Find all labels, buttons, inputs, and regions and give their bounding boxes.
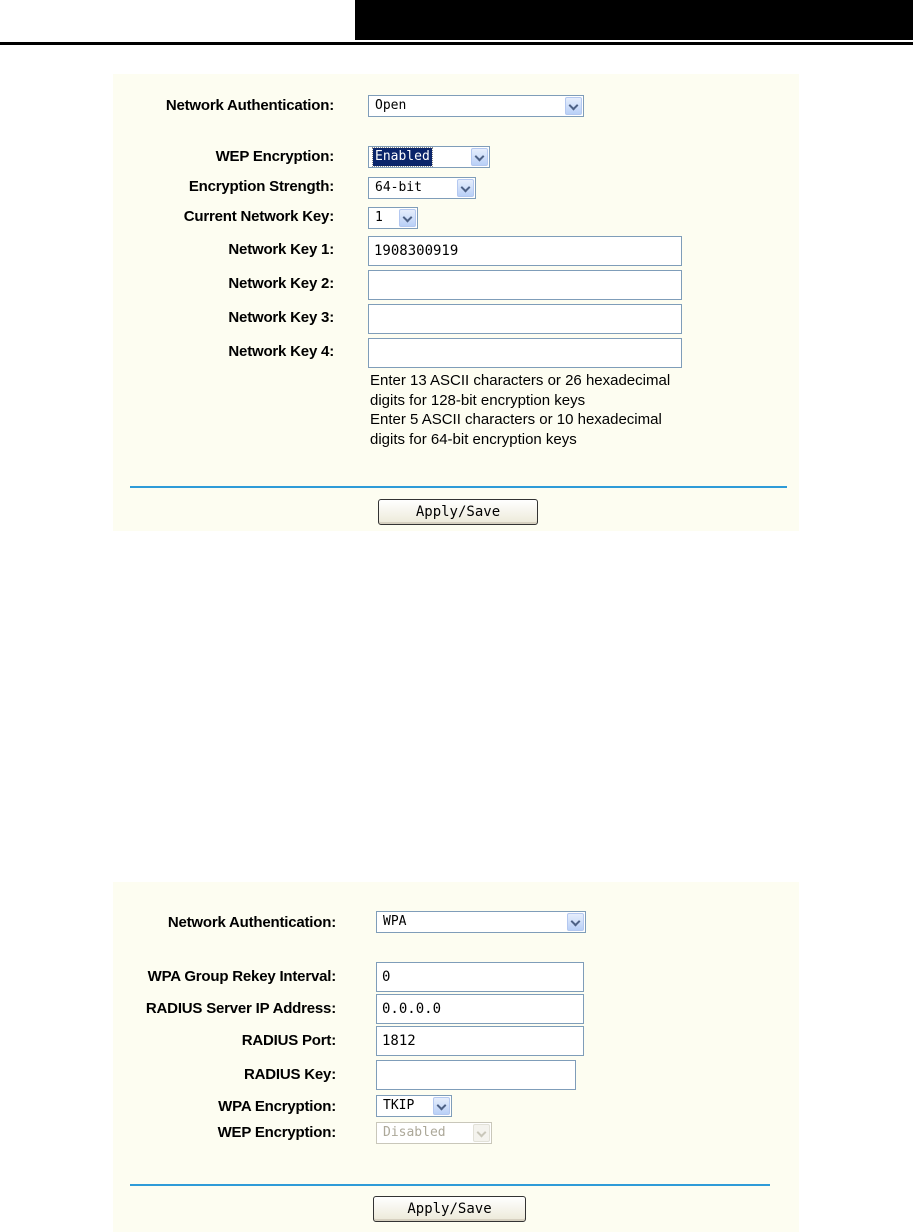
network-key-1-label: Network Key 1: [228, 241, 334, 258]
hint-line: digits for 64-bit encryption keys [370, 430, 577, 448]
network-key-2-input[interactable] [368, 270, 682, 300]
chevron-down-icon [473, 1124, 490, 1142]
chevron-down-icon[interactable] [567, 913, 584, 931]
network-authentication-select[interactable] [376, 911, 586, 933]
current-network-key-select[interactable] [368, 207, 418, 229]
radius-server-ip-input[interactable]: 0.0.0.0 [376, 994, 584, 1024]
hint-line: digits for 128-bit encryption keys [370, 391, 586, 409]
network-key-3-input[interactable] [368, 304, 682, 334]
header-bar [355, 0, 913, 40]
radius-port-input[interactable]: 1812 [376, 1026, 584, 1056]
apply-save-button[interactable]: Apply/Save [373, 1196, 526, 1222]
current-network-key-label: Current Network Key: [183, 208, 334, 225]
network-authentication-value: WPA [383, 914, 407, 929]
encryption-strength-label: Encryption Strength: [188, 178, 334, 195]
network-authentication-value: Open [375, 98, 407, 113]
network-key-2-label: Network Key 2: [228, 275, 334, 292]
section-divider [130, 486, 787, 488]
wep-encryption-select[interactable] [368, 146, 490, 168]
wpa-settings-panel [113, 882, 799, 1232]
network-key-3-label: Network Key 3: [228, 309, 334, 326]
wpa-encryption-value: TKIP [383, 1098, 415, 1113]
wep-settings-panel [113, 74, 799, 531]
wep-encryption-value: Disabled [383, 1125, 446, 1140]
wpa-encryption-select[interactable] [376, 1095, 452, 1117]
radius-port-label: RADIUS Port: [241, 1032, 336, 1049]
chevron-down-icon[interactable] [433, 1097, 450, 1115]
wpa-encryption-label: WPA Encryption: [218, 1098, 336, 1115]
current-network-key-value: 1 [375, 210, 383, 225]
wep-encryption-label: WEP Encryption: [215, 148, 334, 165]
radius-key-input[interactable] [376, 1060, 576, 1090]
wpa-group-rekey-interval-label: WPA Group Rekey Interval: [147, 968, 336, 985]
radius-server-ip-label: RADIUS Server IP Address: [145, 1000, 336, 1017]
chevron-down-icon[interactable] [565, 97, 582, 115]
encryption-strength-value: 64-bit [375, 180, 422, 195]
key-length-hint [370, 371, 770, 449]
chevron-down-icon[interactable] [471, 148, 488, 166]
encryption-strength-select[interactable] [368, 177, 476, 199]
wep-encryption-label: WEP Encryption: [217, 1124, 336, 1141]
network-key-4-label: Network Key 4: [228, 343, 334, 360]
chevron-down-icon[interactable] [399, 209, 416, 227]
header-rule [0, 42, 913, 45]
wep-encryption-select-disabled [376, 1122, 492, 1144]
network-authentication-label: Network Authentication: [165, 97, 334, 114]
network-key-4-input[interactable] [368, 338, 682, 368]
hint-line: Enter 13 ASCII characters or 26 hexadecimal [370, 372, 671, 389]
wep-encryption-value: Enabled [375, 149, 430, 164]
chevron-down-icon[interactable] [457, 179, 474, 197]
network-authentication-label: Network Authentication: [167, 914, 336, 931]
radius-key-label: RADIUS Key: [244, 1066, 336, 1083]
wpa-group-rekey-interval-input[interactable]: 0 [376, 962, 584, 992]
network-key-1-input[interactable]: 1908300919 [368, 236, 682, 266]
section-divider [130, 1184, 770, 1186]
hint-line: Enter 5 ASCII characters or 10 hexadecimal [370, 411, 662, 428]
apply-save-button[interactable]: Apply/Save [378, 499, 538, 525]
network-authentication-select[interactable] [368, 95, 584, 117]
